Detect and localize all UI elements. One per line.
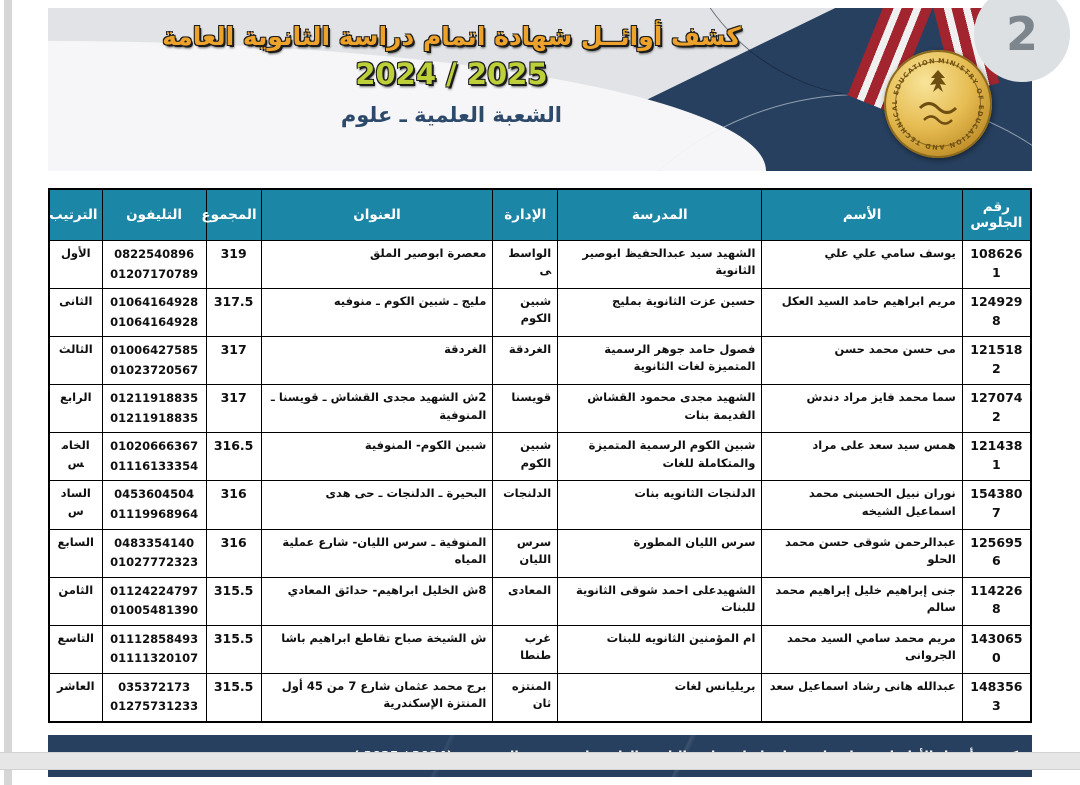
address-cell: 2ش الشهيد مجدى القشاش ـ قويسنا ـ المنوفية: [261, 385, 493, 433]
total-score-cell: 317: [206, 337, 261, 385]
table-body: [49, 241, 1031, 722]
header-total-score: المجموع: [206, 189, 261, 241]
header-rank: الترتيب: [49, 189, 102, 241]
seat-number-cell: 1256956: [962, 529, 1031, 577]
phone-number-2: 01064164928: [110, 314, 199, 329]
student-name-cell: همس سيد سعد على مراد: [762, 433, 962, 481]
phone-number-2: 01119968964: [110, 507, 199, 522]
phone-number-2: 01005481390: [110, 603, 199, 618]
phone-number-1: 0483354140: [114, 535, 195, 550]
phone-number-1: 01112858493: [110, 631, 199, 646]
student-name-cell: يوسف سامي علي علي: [762, 241, 962, 289]
seat-number-cell: 1249298: [962, 289, 1031, 337]
phone-number-1: 01020666367: [110, 439, 199, 454]
table-header-row: [49, 189, 1031, 241]
seat-number-cell: 1543807: [962, 481, 1031, 529]
telephone-cell: [102, 337, 206, 385]
phone-number-2: 01207170789: [110, 266, 199, 281]
phone-number-1: 01064164928: [110, 295, 199, 310]
student-row: [49, 337, 1031, 385]
phone-number-2: 01275731233: [110, 699, 199, 714]
academic-year: 2024 / 2025: [355, 57, 548, 91]
address-cell: مليج ـ شبين الكوم ـ منوفيه: [261, 289, 493, 337]
svg-text:MINISTRY OF EDUCATION AND TECH: MINISTRY OF EDUCATION AND TECHNICAL EDUCATION: [890, 56, 986, 152]
address-cell: برج محمد عثمان شارع 7 من 45 أول المنتزة الإسكندرية: [261, 673, 493, 722]
phone-number-2: 01211918835: [110, 410, 199, 425]
top-students-table: [48, 188, 1032, 723]
administration-cell: الغردقة: [493, 337, 558, 385]
header-seat-number: رقم الجلوس: [962, 189, 1031, 241]
header-address: العنوان: [261, 189, 493, 241]
total-score-cell: 316: [206, 481, 261, 529]
phone-number-1: 01124224797: [110, 583, 199, 598]
address-cell: شبين الكوم- المنوفية: [261, 433, 493, 481]
rank-cell: الثامن: [49, 577, 102, 625]
document-title: كشف أوائــل شهادة اتمام دراسة الثانوية العامة: [162, 22, 741, 51]
student-name-cell: نوران نبيل الحسينى محمد اسماعيل الشيخه: [762, 481, 962, 529]
telephone-cell: [102, 289, 206, 337]
total-score-cell: 316.5: [206, 433, 261, 481]
telephone-cell: [102, 385, 206, 433]
telephone-cell: [102, 481, 206, 529]
student-name-cell: عبدالله هانى رشاد اسماعيل سعد: [762, 673, 962, 722]
student-name-cell: سما محمد فايز مراد دندش: [762, 385, 962, 433]
rank-cell: الثالث: [49, 337, 102, 385]
administration-cell: الواسطى: [493, 241, 558, 289]
address-cell: معصرة ابوصير الملق: [261, 241, 493, 289]
phone-number-2: 01116133354: [110, 458, 199, 473]
address-cell: ش الشيخة صباح تقاطع ابراهيم باشا: [261, 625, 493, 673]
student-row: [49, 289, 1031, 337]
header-school: المدرسة: [558, 189, 762, 241]
seat-number-cell: 1215182: [962, 337, 1031, 385]
student-row: [49, 241, 1031, 289]
student-row: [49, 529, 1031, 577]
school-cell: بريليانس لغات: [558, 673, 762, 722]
school-cell: حسين عزت الثانوية بمليج: [558, 289, 762, 337]
administration-cell: الدلنجات: [493, 481, 558, 529]
school-cell: الشهيدعلى احمد شوقى الثانوية للبنات: [558, 577, 762, 625]
student-name-cell: مى حسن محمد حسن: [762, 337, 962, 385]
total-score-cell: 319: [206, 241, 261, 289]
telephone-cell: [102, 241, 206, 289]
school-cell: شبين الكوم الرسمية المتميزة والمتكاملة للغات: [558, 433, 762, 481]
page-break-band: [0, 752, 1080, 770]
telephone-cell: [102, 529, 206, 577]
total-score-cell: 316: [206, 529, 261, 577]
phone-number-1: 0822540896: [114, 247, 195, 261]
administration-cell: شبين الكوم: [493, 289, 558, 337]
egypt-eagle-icon: [930, 70, 946, 92]
phone-number-1: 01006427585: [110, 343, 199, 358]
administration-cell: سرس الليان: [493, 529, 558, 577]
total-score-cell: 315.5: [206, 577, 261, 625]
student-row: [49, 673, 1031, 722]
telephone-cell: [102, 577, 206, 625]
phone-number-1: 01211918835: [110, 391, 199, 406]
phone-number-2: 01027772323: [110, 555, 199, 570]
document-content: [48, 8, 1032, 777]
administration-cell: قويسنا: [493, 385, 558, 433]
student-name-cell: مريم ابراهيم حامد السيد العكل: [762, 289, 962, 337]
student-name-cell: عبدالرحمن شوقى حسن محمد الحلو: [762, 529, 962, 577]
phone-number-1: 035372173: [118, 679, 191, 694]
seat-number-cell: 1086261: [962, 241, 1031, 289]
student-row: [49, 625, 1031, 673]
address-cell: المنوفية ـ سرس الليان- شارع عملية المياه: [261, 529, 493, 577]
seat-number-cell: 1270742: [962, 385, 1031, 433]
rank-cell: الثانى: [49, 289, 102, 337]
total-score-cell: 317: [206, 385, 261, 433]
administration-cell: المنتزه ثان: [493, 673, 558, 722]
rank-cell: التاسع: [49, 625, 102, 673]
total-score-cell: 315.5: [206, 673, 261, 722]
header-telephone: التليفون: [102, 189, 206, 241]
total-score-cell: 317.5: [206, 289, 261, 337]
seat-number-cell: 1430650: [962, 625, 1031, 673]
phone-number-1: 0453604504: [114, 487, 195, 502]
administration-cell: المعادى: [493, 577, 558, 625]
telephone-cell: [102, 673, 206, 722]
page-edge-strip: [4, 0, 12, 785]
school-cell: ام المؤمنين الثانويه للبنات: [558, 625, 762, 673]
phone-number-2: 01111320107: [110, 651, 199, 666]
rank-cell: الأول: [49, 241, 102, 289]
medal-artwork: [884, 50, 992, 158]
banner-text-block: [87, 22, 815, 127]
header-administration: الإدارة: [493, 189, 558, 241]
phone-number-2: 01023720567: [110, 362, 199, 377]
rank-cell: الخامس: [49, 433, 102, 481]
seat-number-cell: 1483563: [962, 673, 1031, 722]
division-subtitle: الشعبة العلمية ـ علوم: [340, 103, 562, 127]
student-name-cell: مريم محمد سامي السيد محمد الجروانى: [762, 625, 962, 673]
student-row: [49, 433, 1031, 481]
rank-cell: الرابع: [49, 385, 102, 433]
address-cell: البحيرة ـ الدلنجات ـ حى هدى: [261, 481, 493, 529]
telephone-cell: [102, 433, 206, 481]
seat-number-cell: 1142268: [962, 577, 1031, 625]
school-cell: سرس الليان المطورة: [558, 529, 762, 577]
rank-cell: العاشر: [49, 673, 102, 722]
header-student-name: الأسم: [762, 189, 962, 241]
school-cell: الشهيد مجدى محمود القشاش القديمة بنات: [558, 385, 762, 433]
page-number-badge: 2: [974, 0, 1070, 82]
school-cell: الدلنجات الثانويه بنات: [558, 481, 762, 529]
telephone-cell: [102, 625, 206, 673]
student-row: [49, 577, 1031, 625]
administration-cell: شبين الكوم: [493, 433, 558, 481]
rank-cell: السادس: [49, 481, 102, 529]
school-cell: فصول حامد جوهر الرسمية المتميزة لغات الثانوية: [558, 337, 762, 385]
ministry-medal-logo: [884, 50, 992, 158]
address-cell: الغردقة: [261, 337, 493, 385]
school-cell: الشهيد سيد عبدالحفيظ ابوصير الثانوية: [558, 241, 762, 289]
student-name-cell: جنى إبراهيم خليل إبراهيم محمد سالم: [762, 577, 962, 625]
rank-cell: السابع: [49, 529, 102, 577]
student-row: [49, 385, 1031, 433]
address-cell: 8ش الخليل ابراهيم- حدائق المعادي: [261, 577, 493, 625]
total-score-cell: 315.5: [206, 625, 261, 673]
administration-cell: غرب طنطا: [493, 625, 558, 673]
seat-number-cell: 1214381: [962, 433, 1031, 481]
header-banner: [48, 8, 1032, 171]
student-row: [49, 481, 1031, 529]
